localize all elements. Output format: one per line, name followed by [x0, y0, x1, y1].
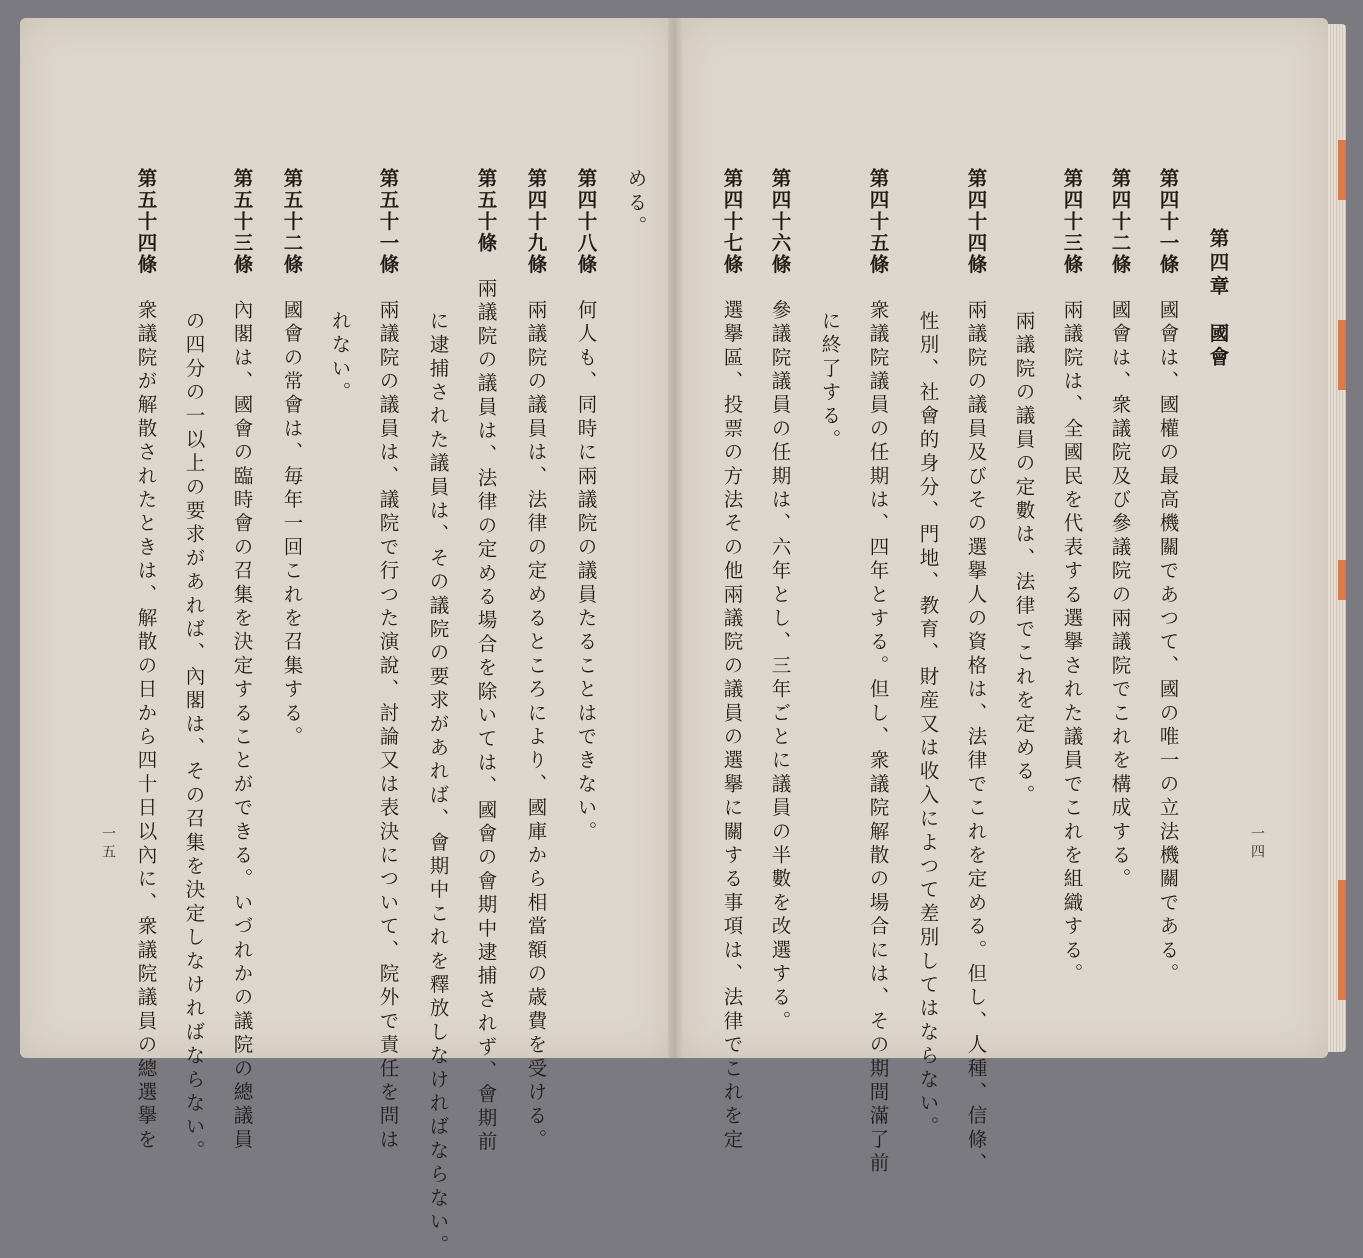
article-text: 衆議院議員の任期は、四年とする。但し、衆議院解散の場合には、その期間滿了前	[866, 299, 890, 1177]
text-column	[868, 168, 888, 1176]
text-column	[820, 168, 840, 452]
article-number: 第四十三條	[1060, 168, 1084, 276]
article-text: 衆議院が解散されたときは、解散の日から四十日以內に、衆議院議員の總選擧を	[134, 299, 158, 1153]
article-text: に終了する。	[818, 310, 842, 453]
text-column	[330, 168, 350, 405]
article-number: 第四十八條	[574, 168, 598, 276]
book-gutter	[668, 18, 682, 1058]
article-number: 第四十五條	[866, 168, 890, 276]
page-number-right: 一四	[1249, 826, 1265, 862]
article-number: 第五十二條	[280, 168, 304, 276]
text-column	[966, 168, 986, 1176]
edge-mark	[1338, 140, 1346, 200]
article-number: 第四十六條	[768, 168, 792, 276]
article-text: める。	[624, 168, 648, 240]
article-text: 選擧區、投票の方法その他兩議院の議員の選擧に關する事項は、法律でこれを定	[720, 299, 744, 1153]
text-column	[1014, 168, 1034, 808]
article-number: 第五十三條	[230, 168, 254, 276]
article-text: 兩議院の議員及びその選擧人の資格は、法律でこれを定める。但し、人種、信條、	[964, 299, 988, 1177]
text-column	[722, 168, 742, 1152]
article-text: 兩議院の議員は、法律の定めるところにより、國庫から相當額の歳費を受ける。	[524, 299, 548, 1153]
article-number: 第四十二條	[1108, 168, 1132, 276]
edge-mark	[1338, 560, 1346, 600]
article-text: れない。	[328, 310, 352, 406]
text-column	[232, 168, 252, 1152]
text-column	[378, 168, 398, 1152]
article-text: 兩議院の議員の定數は、法律でこれを定める。	[1012, 310, 1036, 808]
text-column	[428, 168, 448, 1258]
article-text: 兩議院の議員は、議院で行つた演說、討論又は表決について、院外で責任を問は	[376, 299, 400, 1153]
text-column	[282, 168, 302, 750]
article-number: 第四十七條	[720, 168, 744, 276]
article-number: 第五十條	[474, 168, 498, 254]
article-number: 第五十一條	[376, 168, 400, 276]
page-number-left: 一五	[100, 826, 116, 862]
article-text: 何人も、同時に兩議院の議員たることはできない。	[574, 299, 598, 845]
text-column	[1062, 168, 1082, 987]
text-column	[626, 168, 646, 239]
article-text: 兩議院は、全國民を代表する選擧された議員でこれを組織する。	[1060, 299, 1084, 987]
article-text: 國會は、國權の最高機關であつて、國の唯一の立法機關である。	[1156, 299, 1180, 987]
article-number: 第四十九條	[524, 168, 548, 276]
article-text: に逮捕された議員は、その議院の要求があれば、會期中これを釋放しなければならない。	[426, 310, 450, 1258]
text-column	[918, 168, 938, 1140]
text-column	[576, 168, 596, 844]
text-column	[1110, 168, 1130, 892]
article-text: 內閣は、國會の臨時會の召集を決定することができる。いづれかの議院の總議員	[230, 299, 254, 1153]
article-number: 第四十一條	[1156, 168, 1180, 276]
article-text: 性別、社會的身分、門地、教育、財産又は收入によつて差別してはならない。	[916, 310, 940, 1140]
article-number: 第四十四條	[964, 168, 988, 276]
edge-mark	[1338, 320, 1346, 390]
text-column	[526, 168, 546, 1152]
article-text: 兩議院の議員は、法律の定める場合を除いては、國會の會期中逮捕されず、會期前	[474, 277, 498, 1155]
text-column	[770, 168, 790, 1034]
article-text: 國會は、衆議院及び參議院の兩議院でこれを構成する。	[1108, 299, 1132, 892]
article-text: 國會の常會は、毎年一回これを召集する。	[280, 299, 304, 750]
article-number: 第五十四條	[134, 168, 158, 276]
show-through	[1150, 190, 1177, 478]
text-column	[184, 168, 204, 1163]
chapter-heading: 第四章 國會	[1206, 228, 1230, 371]
text-column	[476, 168, 496, 1155]
article-text: 參議院議員の任期は、六年とし、三年ごとに議員の半數を改選する。	[768, 299, 792, 1034]
text-column	[136, 168, 156, 1152]
edge-mark	[1338, 880, 1346, 1000]
article-text: の四分の一以上の要求があれば、內閣は、その召集を決定しなければならない。	[182, 310, 206, 1164]
